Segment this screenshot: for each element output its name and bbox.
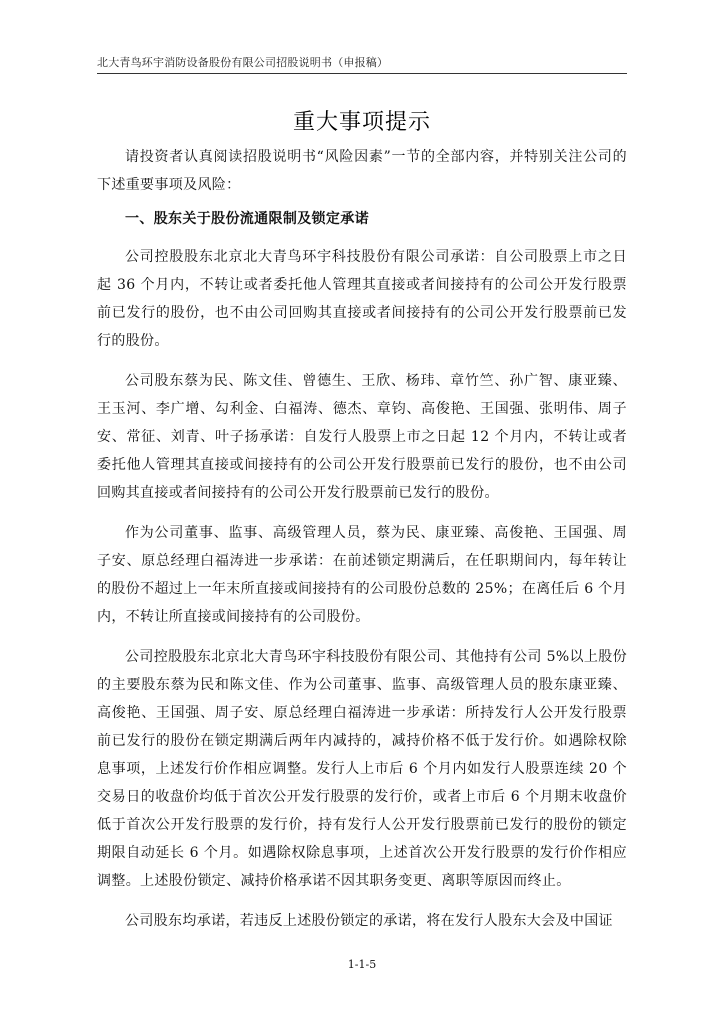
header-divider (97, 73, 627, 74)
page-title: 重大事项提示 (292, 109, 431, 135)
page-number: 1-1-5 (347, 958, 377, 971)
document-body (97, 143, 627, 935)
body-paragraph-5: 公司股东均承诺，若违反上述股份锁定的承诺，将在发行人股东大会及中国证 (125, 913, 613, 929)
intro-paragraph: 请投资者认真阅读招股说明书“风险因素”一节的全部内容，并特别关注公司的下述重要事项及风险： (97, 149, 627, 193)
body-paragraph-3: 作为公司董事、监事、高级管理人员，蔡为民、康亚臻、高俊艳、王国强、周子安、原总经理白福涛进一步承诺：在前述锁定期满后，在任职期间内，每年转让的股份不超过上一年末所直接或间接持有的公司股份总数的 25%；在离任后 6 个月内，不转让所直接或间接持有的公司股份。 (97, 525, 627, 625)
body-paragraph-2: 公司股东蔡为民、陈文佳、曾德生、王欣、杨玮、章竹竺、孙广智、康亚臻、王玉河、李广增、勾利金、白福涛、德杰、章钧、高俊艳、王国强、张明伟、周子安、常征、刘青、叶子扬承诺：自发行人股票上市之日起 12 个月内，不转让或者委托他人管理其直接或间接持有的公司公开发行股票前已发行的股份，也不由公司回购其直接或者间接持有的公司公开发行股票前已发行的股份。 (97, 373, 627, 501)
body-paragraph-1: 公司控股股东北京北大青鸟环宇科技股份有限公司承诺：自公司股票上市之日起 36 个月内，不转让或者委托他人管理其直接或者间接持有的公司公开发行股票前已发行的股份，也不由公司回购其直接或者间接持有的公司公开发行股票前已发行的股份。 (97, 249, 627, 349)
body-paragraph-4: 公司控股股东北京北大青鸟环宇科技股份有限公司、其他持有公司 5%以上股份的主要股东蔡为民和陈文佳、作为公司董事、监事、高级管理人员的股东康亚臻、高俊艳、王国强、周子安、原总经理白福涛进一步承诺：所持发行人公开发行股票前已发行的股份在锁定期满后两年内减持的，减持价格不低于发行价。如遇除权除息事项，上述发行价作相应调整。发行人上市后 6 个月内如发行人股票连续 20 个交易日的收盘价均低于首次公开发行股票的发行价，或者上市后 6 个月期末收盘价低于首次公开发行股票的发行价，持有发行人公开发行股票前已发行的股份的锁定期限自动延长 6 个月。如遇除权除息事项，上述首次公开发行股票的发行价作相应调整。上述股份锁定、减持价格承诺不因其职务变更、离职等原因而终止。 (97, 649, 627, 889)
document-header: 北大青鸟环宇消防设备股份有限公司招股说明书（申报稿） (97, 56, 389, 69)
section-heading: 一、股东关于股份流通限制及锁定承诺 (125, 211, 369, 227)
